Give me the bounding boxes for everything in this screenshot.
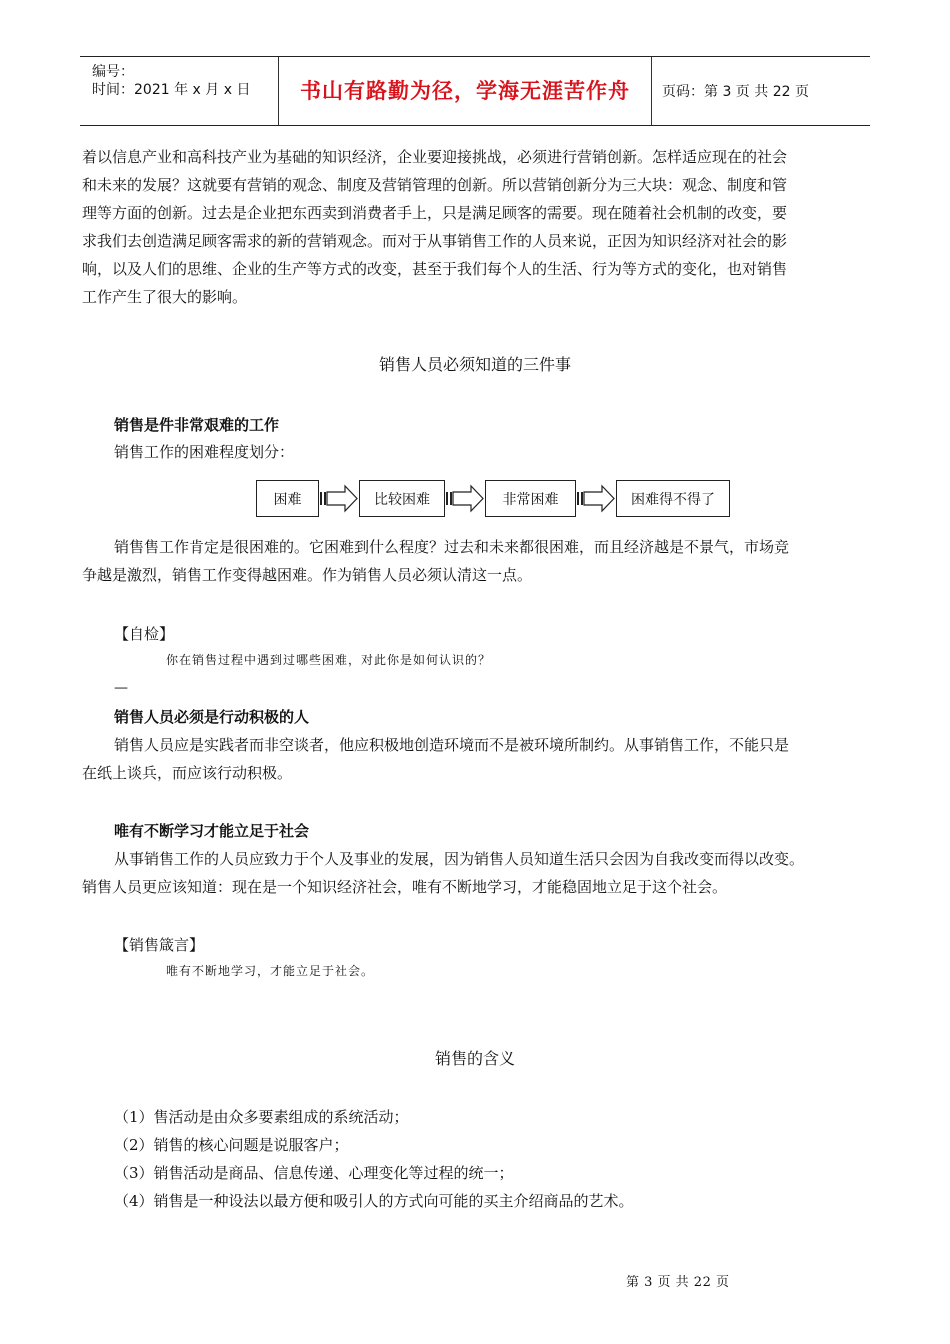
item2-text-line: 在纸上谈兵，而应该行动积极。 [82,764,293,782]
item1-heading: 销售是件非常艰难的工作 [114,416,280,434]
item1-intro: 销售工作的困难程度划分： [114,443,295,461]
item1-text-line: 销售售工作肯定是很困难的。它困难到什么程度？过去和未来都很困难，而且经济越是不景气，市场竞 [114,538,790,556]
header-meta-cell [80,57,279,125]
sales-motto-label: 【销售箴言】 [114,936,205,954]
intro-line: 和未来的发展？这就要有营销的观念、制度及营销管理的创新。所以营销创新分为三大块：观念、制度和管 [82,176,788,194]
flow-step-box: 比较困难 [359,480,445,517]
header-page-cell [652,57,870,125]
intro-line: 响，以及人们的思维、企业的生产等方式的改变，甚至于我们每个人的生活、行为等方式的变化，也对销售 [82,260,788,278]
header-motto: 书山有路勤为径，学海无涯苦作舟 [300,79,630,103]
self-check-label: 【自检】 [114,625,175,643]
flow-step-box: 困难 [256,480,319,517]
intro-line: 着以信息产业和高科技产业为基础的知识经济，企业要迎接挑战，必须进行营销创新。怎样适应现在的社会 [82,148,788,166]
document-number-label: 编号： [92,64,134,80]
intro-line: 工作产生了很大的影响。 [82,288,248,306]
intro-line: 求我们去创造满足顾客需求的新的营销观念。而对于从事销售工作的人员来说，正因为知识经济对社会的影 [82,232,788,250]
header-page-info: 页码：第 3 页 共 22 页 [662,84,809,100]
item3-text-line: 销售人员更应该知道：现在是一个知识经济社会，唯有不断地学习，才能稳固地立足于这个社会。 [82,878,728,896]
list-item: （4）销售是一种设法以最方便和吸引人的方式向可能的买主介绍商品的艺术。 [114,1192,634,1210]
item3-heading: 唯有不断学习才能立足于社会 [114,822,310,840]
section-title-meaning: 销售的含义 [434,1049,515,1068]
page-header [80,56,870,126]
list-item: （2）销售的核心问题是说服客户； [114,1136,349,1154]
item2-text-line: 销售人员应是实践者而非空谈者，他应积极地创造环境而不是被环境所制约。从事销售工作，不能只是 [114,736,790,754]
document-time-label: 时间：2021 年 x 月 x 日 [92,82,251,98]
self-check-question: 你在销售过程中遇到过哪些困难，对此你是如何认识的？ [166,653,492,667]
list-item: （1）售活动是由众多要素组成的系统活动； [114,1108,409,1126]
flow-arrow-icon [445,483,485,514]
item2-heading: 销售人员必须是行动积极的人 [114,708,310,726]
intro-line: 理等方面的创新。过去是企业把东西卖到消费者手上，只是满足顾客的需要。现在随着社会机制的改变，要 [82,204,788,222]
flow-arrow-icon [319,483,359,514]
section-title-three-things: 销售人员必须知道的三件事 [378,355,571,374]
divider-mark: — [114,680,128,696]
item1-text-line: 争越是激烈，销售工作变得越困难。作为销售人员必须认清这一点。 [82,566,533,584]
list-item: （3）销售活动是商品、信息传递、心理变化等过程的统一； [114,1164,514,1182]
flow-step-box: 非常困难 [485,480,576,517]
page-footer: 第 3 页 共 22 页 [626,1275,730,1290]
flow-step-box: 困难得不得了 [616,480,730,517]
item3-text-line: 从事销售工作的人员应致力于个人及事业的发展，因为销售人员知道生活只会因为自我改变而得以改变。 [114,850,805,868]
header-motto-cell [279,57,652,125]
flow-arrow-icon [576,483,616,514]
sales-motto-text: 唯有不断地学习，才能立足于社会。 [166,964,375,978]
